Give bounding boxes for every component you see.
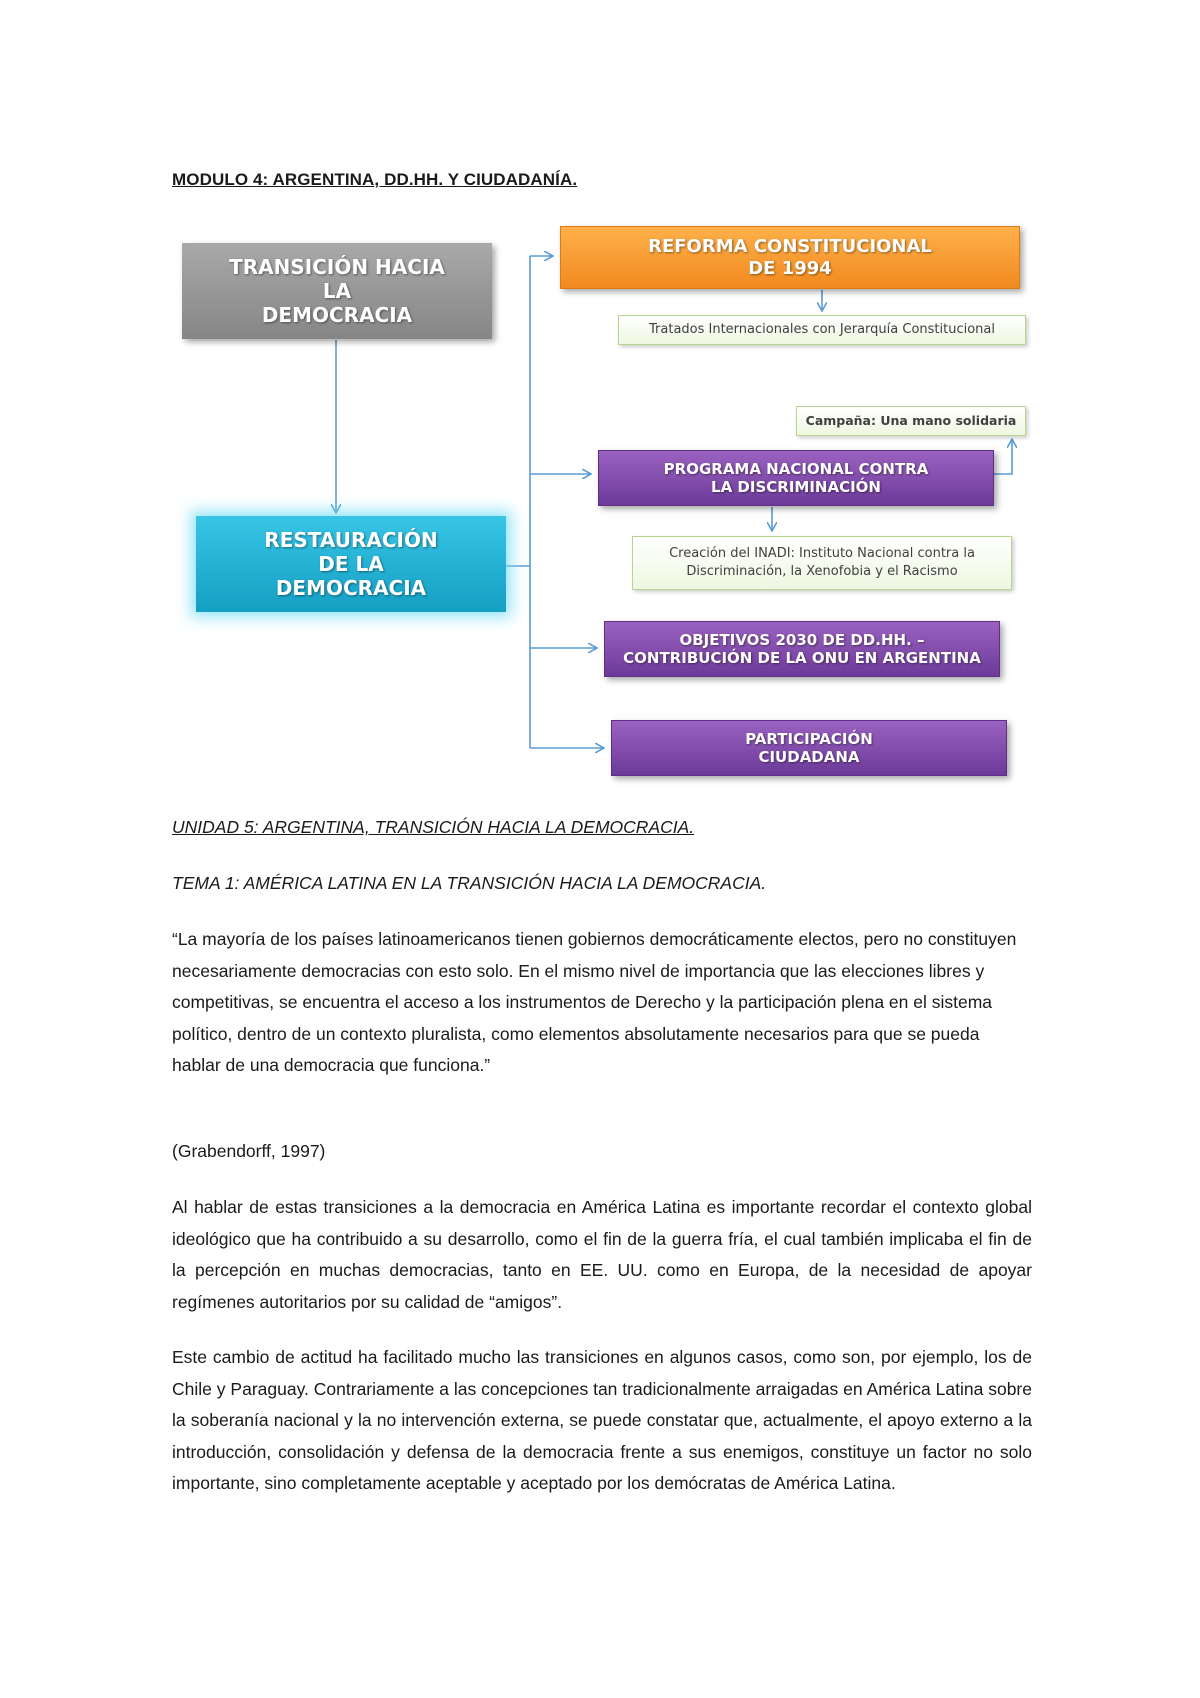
body-paragraph-2: Este cambio de actitud ha facilitado mucho las transiciones en algunos casos, como son, por ejemplo, los de Chile y Paraguay. Contrariamente a las concepciones tan tradicionalmente arraigadas en América Latina sobre la soberanía nacional y la no intervención externa, se puede constatar que, actualmente, el apoyo externo a la introducción, consolidación y defensa de la democracia frente a sus enemigos, constituye un factor no solo importante, sino completamente aceptable y aceptado por los demócratas de América Latina. xyxy=(172,1347,1032,1493)
reforma-line-1: REFORMA CONSTITUCIONAL xyxy=(648,235,932,257)
inadi-box xyxy=(632,536,1012,590)
citation: (Grabendorff, 1997) xyxy=(172,1141,326,1161)
body-paragraph-1: Al hablar de estas transiciones a la democracia en América Latina es importante recordar el contexto global ideológico que ha contribuido a su desarrollo, como el fin de la guerra fría, el cual también implicaba el fin de la percepción en muchas democracias, tanto en EE. UU. como en Europa, de la necesidad de apoyar regímenes autoritarios por su calidad de “amigos”. xyxy=(172,1197,1032,1312)
participacion-box xyxy=(611,720,1007,776)
unit-heading: UNIDAD 5: ARGENTINA, TRANSICIÓN HACIA LA DEMOCRACIA. xyxy=(172,817,695,837)
transicion-line-1: TRANSICIÓN HACIA xyxy=(229,255,445,279)
restauracion-line-2: DE LA xyxy=(318,552,384,576)
campana-box: Campaña: Una mano solidaria xyxy=(796,406,1026,436)
programa-box xyxy=(598,450,994,506)
restauracion-line-3: DEMOCRACIA xyxy=(275,576,427,600)
reforma-line-2: DE 1994 xyxy=(748,257,832,279)
transicion-line-3: DEMOCRACIA xyxy=(261,303,413,327)
participacion-line-1: PARTICIPACIÓN xyxy=(745,730,873,748)
quote-paragraph: “La mayoría de los países latinoamericanos tienen gobiernos democráticamente electos, pero no constituyen necesariamente democracias con esto solo. En el mismo nivel de importancia que las elecciones libres y competitivas, se encuentra el acceso a los instrumentos de Derecho y la participación plena en el sistema político, dentro de un contexto pluralista, como elementos absolutamente necesarios para que se pueda hablar de una democracia que funciona.” xyxy=(172,929,1017,1075)
reforma-box xyxy=(560,226,1020,289)
document-title: MODULO 4: ARGENTINA, DD.HH. Y CIUDADANÍA. xyxy=(172,170,578,189)
objetivos-line-1: OBJETIVOS 2030 DE DD.HH. – xyxy=(679,631,925,649)
arrow-to-campana xyxy=(994,440,1012,474)
inadi-line-2: Discriminación, la Xenofobia y el Racismo xyxy=(686,564,958,579)
objetivos-box xyxy=(604,621,1000,677)
restauracion-box xyxy=(196,516,506,612)
tema-heading: TEMA 1: AMÉRICA LATINA EN LA TRANSICIÓN HACIA LA DEMOCRACIA. xyxy=(172,873,767,893)
participacion-line-2: CIUDADANA xyxy=(758,748,860,766)
programa-line-2: LA DISCRIMINACIÓN xyxy=(711,478,881,496)
objetivos-line-2: CONTRIBUCIÓN DE LA ONU EN ARGENTINA xyxy=(623,649,981,667)
programa-line-1: PROGRAMA NACIONAL CONTRA xyxy=(663,460,929,478)
tratados-box: Tratados Internacionales con Jerarquía Constitucional xyxy=(618,315,1026,345)
inadi-line-1: Creación del INADI: Instituto Nacional contra la xyxy=(669,546,975,562)
transicion-line-2: LA xyxy=(322,279,352,303)
restauracion-line-1: RESTAURACIÓN xyxy=(264,528,438,552)
diagram-connectors xyxy=(0,0,1200,800)
transicion-box xyxy=(182,243,492,339)
